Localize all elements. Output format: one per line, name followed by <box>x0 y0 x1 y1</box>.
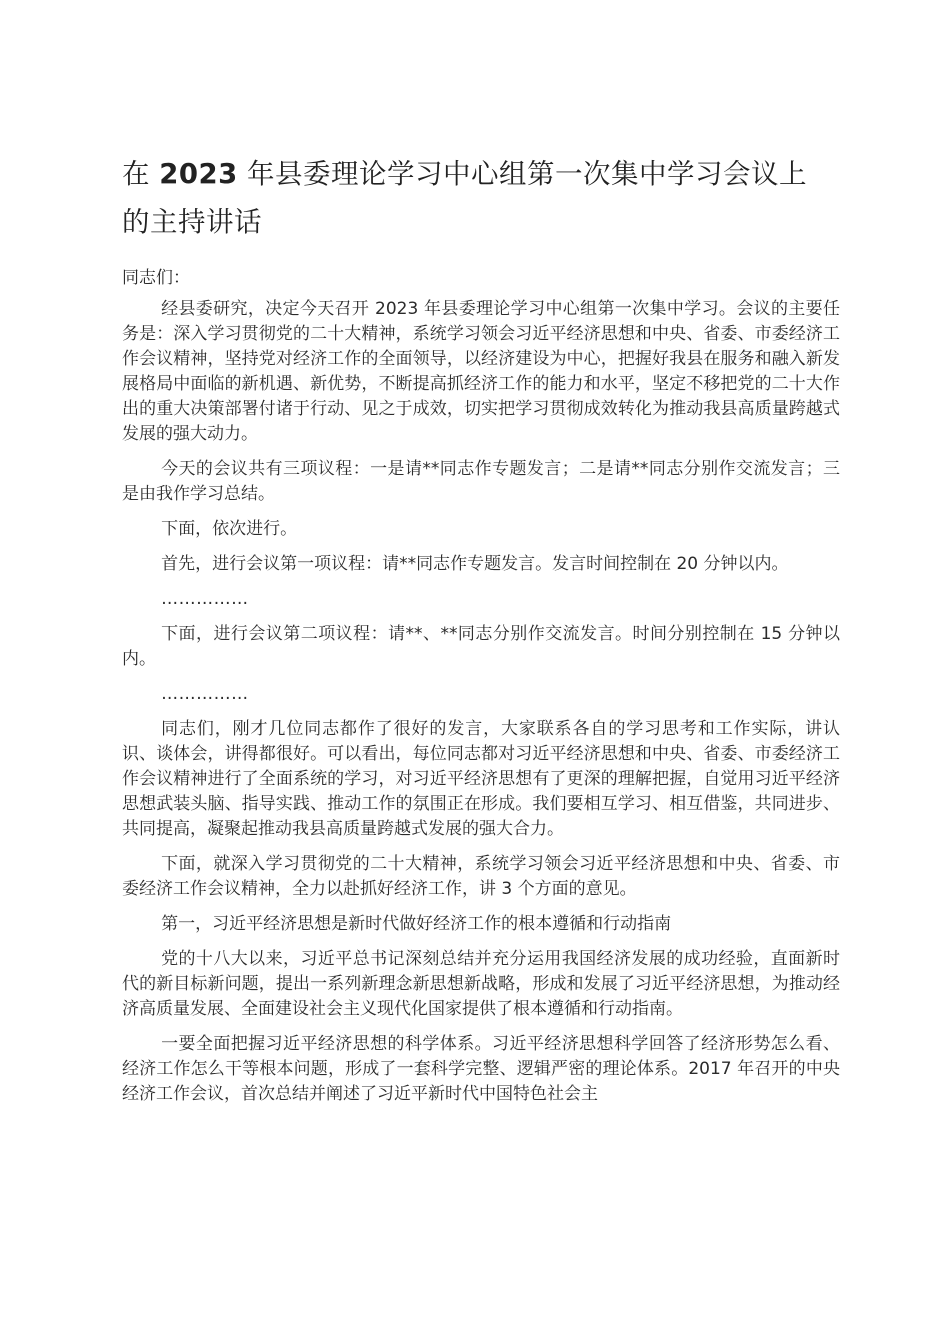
paragraph-agenda: 今天的会议共有三项议程：一是请**同志作专题发言；二是请**同志分别作交流发言；三是由我作学习总结。 <box>122 459 840 504</box>
paragraph-summary: 同志们，刚才几位同志都作了很好的发言，大家联系各自的学习思考和工作实际，讲认识、谈体会，讲得都很好。可以看出，每位同志都对习近平经济思想和中央、省委、市委经济工作会议精神进行了全面系统的学习，对习近平经济思想有了更深的理解把握，自觉用习近平经济思想武装头脑、指导实践、推动工作的氛围正在形成。我们要相互学习、相互借鉴，共同进步、共同提高，凝聚起推动我县高质量跨越式发展的强大合力。 <box>122 719 840 839</box>
title-prefix: 在 <box>122 158 150 190</box>
paragraph-first-item: 首先，进行会议第一项议程：请**同志作专题发言。发言时间控制在 20 分钟以内。 <box>161 554 789 574</box>
paragraph-second-item: 下面，进行会议第二项议程：请**、**同志分别作交流发言。时间分别控制在 15 分钟以内。 <box>122 624 840 669</box>
paragraph-opinions-intro: 下面，就深入学习贯彻党的二十大精神，系统学习领会习近平经济思想和中央、省委、市委经济工作会议精神，全力以赴抓好经济工作，讲 3 个方面的意见。 <box>122 854 840 899</box>
section-heading-first: 第一，习近平经济思想是新时代做好经济工作的根本遵循和行动指南 <box>161 914 672 934</box>
title-line2: 的主持讲话 <box>122 206 262 238</box>
ellipsis-2: …………… <box>161 684 249 704</box>
ellipsis-1: …………… <box>161 589 249 609</box>
title-line1-rest: 年县委理论学习中心组第一次集中学习会议上 <box>247 158 808 190</box>
paragraph-proceed: 下面，依次进行。 <box>161 519 298 539</box>
paragraph-scientific-system: 一要全面把握习近平经济思想的科学体系。习近平经济思想科学回答了经济形势怎么看、经济工作怎么干等根本问题，形成了一套科学完整、逻辑严密的理论体系。2017 年召开的中央经济工作会议，首次总结并阐述了习近平新时代中国特色社会主 <box>122 1034 840 1104</box>
document-page <box>122 150 840 1117</box>
paragraph-opening: 经县委研究，决定今天召开 2023 年县委理论学习中心组第一次集中学习。会议的主要任务是：深入学习贯彻党的二十大精神，系统学习领会习近平经济思想和中央、省委、市委经济工作会议精神，坚持党对经济工作的全面领导，以经济建设为中心，把握好我县在服务和融入新发展格局中面临的新机遇、新优势，不断提高抓经济工作的能力和水平，坚定不移把党的二十大作出的重大决策部署付诸于行动、见之于成效，切实把学习贯彻成效转化为推动我县高质量跨越式发展的强大动力。 <box>122 299 840 444</box>
paragraph-since-18th: 党的十八大以来，习近平总书记深刻总结并充分运用我国经济发展的成功经验，直面新时代的新目标新问题，提出一系列新理念新思想新战略，形成和发展了习近平经济思想，为推动经济高质量发展、全面建设社会主义现代化国家提供了根本遵循和行动指南。 <box>122 949 840 1019</box>
title-year: 2023 <box>159 158 238 190</box>
document-title <box>122 150 840 246</box>
salutation: 同志们： <box>122 268 190 288</box>
